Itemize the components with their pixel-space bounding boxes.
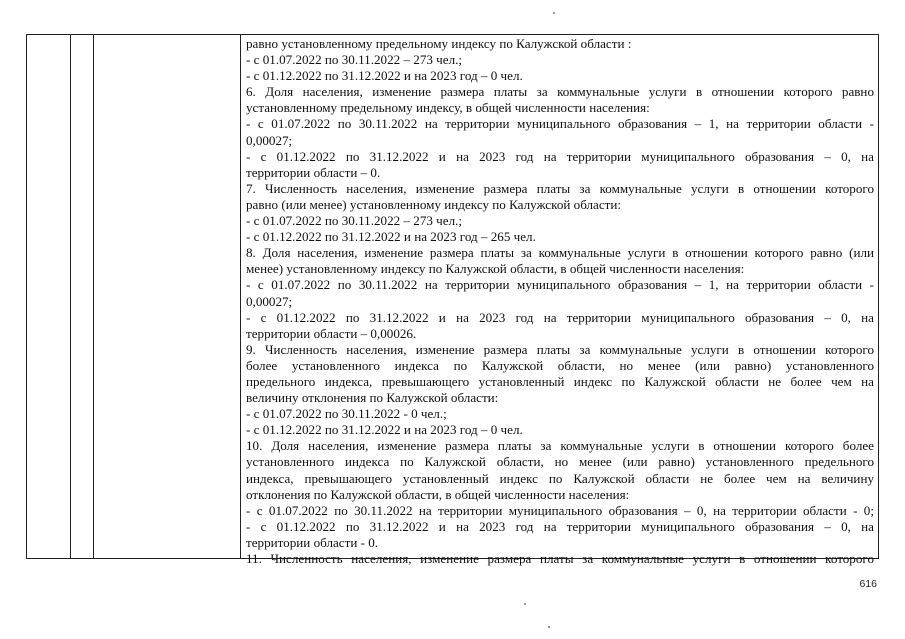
document-table [26,34,879,566]
page-number: 616 [859,578,877,590]
document-line: - с 01.12.2022 по 31.12.2022 и на 2023 год – 0 чел. [246,422,523,438]
document-line: территории области - 0. [246,534,379,550]
document-line: 11. Численность населения, изменение размера платы за коммунальные услуги в отношении которого [246,551,874,566]
document-line: - с 01.07.2022 по 30.11.2022 – 273 чел.; [246,213,463,229]
document-line: - с 01.07.2022 по 30.11.2022 на территории муниципального образования – 0, на территории области - 0; [246,502,874,518]
document-line: территории области – 0,00026. [246,325,417,341]
scan-speck [553,12,555,14]
table-column-divider [70,35,71,558]
document-line: равно установленному предельному индексу по Калужской области : [246,36,632,51]
document-line: менее) установленному индексу по Калужской области, в общей численности населения: [246,261,745,277]
table-column-divider [240,35,241,558]
document-line: - с 01.12.2022 по 31.12.2022 и на 2023 год на территории муниципального образования – 0, на [246,309,874,325]
table-column-divider [93,35,94,558]
document-line: индекса, превышающего установленный индекс по Калужской области не более чем на величину [246,470,874,486]
document-line: - с 01.07.2022 по 30.11.2022 – 273 чел.; [246,52,463,68]
document-line: более установленного индекса по Калужской области, но менее (или равно) установленного [246,357,874,373]
document-line: 10. Доля населения, изменение размера платы за коммунальные услуги в отношении которого более [246,438,874,454]
document-line: величину отклонения по Калужской области: [246,390,499,406]
document-line: 7. Численность населения, изменение размера платы за коммунальные услуги в отношении которого [246,180,874,196]
table-text-cell [246,36,874,567]
document-line: установленному предельному индексу, в общей численности населения: [246,100,650,116]
document-line: 8. Доля населения, изменение размера платы за коммунальные услуги в отношении которого равно (или [246,245,874,261]
scan-speck [548,626,550,628]
document-line: - с 01.07.2022 по 30.11.2022 на территории муниципального образования – 1, на территории области - [246,277,874,293]
document-line: - с 01.12.2022 по 31.12.2022 и на 2023 год – 265 чел. [246,229,536,245]
document-line: отклонения по Калужской области, в общей численности населения: [246,486,630,502]
document-line: - с 01.12.2022 по 31.12.2022 и на 2023 год на территории муниципального образования – 0, на [246,518,874,534]
document-line: 0,00027; [246,132,293,148]
document-line: установленного индекса по Калужской области, но менее (или равно) установленного предельного [246,454,874,470]
document-line: - с 01.12.2022 по 31.12.2022 и на 2023 год – 0 чел. [246,68,523,84]
document-line: предельного индекса, превышающего установленный индекс по Калужской области не более чем на [246,373,874,389]
document-line: - с 01.12.2022 по 31.12.2022 и на 2023 год на территории муниципального образования – 0, на [246,148,874,164]
document-line: 9. Численность населения, изменение размера платы за коммунальные услуги в отношении которого [246,341,874,357]
document-line: - с 01.07.2022 по 30.11.2022 - 0 чел.; [246,406,447,422]
document-line: территории области – 0. [246,164,381,180]
document-line: - с 01.07.2022 по 30.11.2022 на территории муниципального образования – 1, на территории области - [246,116,874,132]
document-line: 0,00027; [246,293,293,309]
document-line: 6. Доля населения, изменение размера платы за коммунальные услуги в отношении которого равно [246,84,874,100]
document-line: равно (или менее) установленному индексу по Калужской области: [246,196,622,212]
scan-speck [524,603,526,605]
